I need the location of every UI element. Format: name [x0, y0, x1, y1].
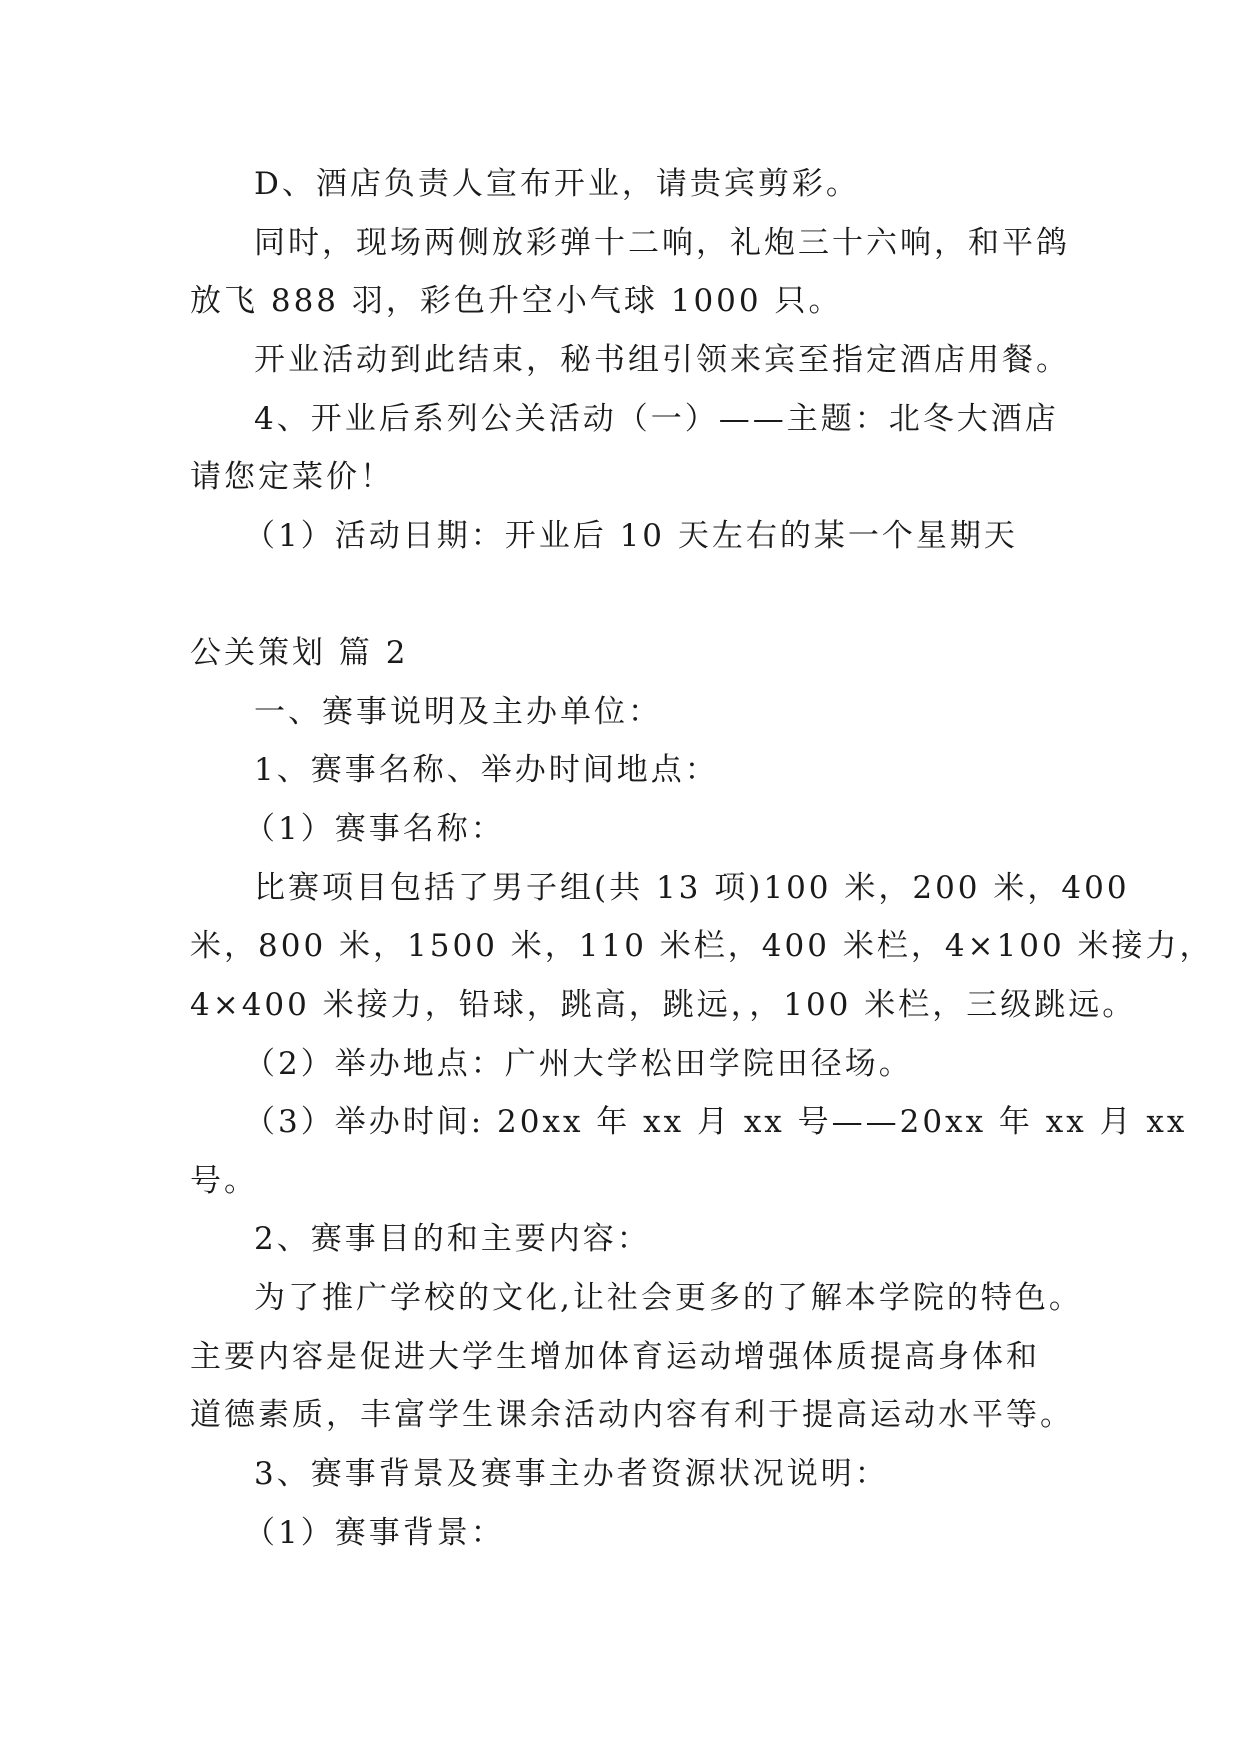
text-line: 主要内容是促进大学生增加体育运动增强体质提高身体和	[190, 1339, 1040, 1375]
text-line: 放飞 888 羽，彩色升空小气球 1000 只。	[190, 283, 843, 319]
text-line: 为了推广学校的文化,让社会更多的了解本学院的特色。	[254, 1280, 1083, 1316]
text-line: （3）举办时间: 20xx 年 xx 月 xx 号——20xx 年 xx 月 xx	[244, 1104, 1188, 1140]
text-line: （1）赛事名称：	[244, 811, 505, 847]
text-line: （1）活动日期：开业后 10 天左右的某一个星期天	[244, 518, 1018, 554]
text-line: 同时，现场两侧放彩弹十二响，礼炮三十六响，和平鸽	[254, 225, 1070, 261]
text-line: 2、赛事目的和主要内容：	[254, 1221, 651, 1257]
text-line: 3、赛事背景及赛事主办者资源状况说明：	[254, 1456, 889, 1492]
text-line: 请您定菜价！	[190, 459, 394, 495]
text-line: （2）举办地点：广州大学松田学院田径场。	[244, 1046, 913, 1082]
text-line: 米，800 米，1500 米，110 米栏，400 米栏，4×100 米接力，	[190, 928, 1214, 964]
text-line: 1、赛事名称、举办时间地点：	[254, 752, 719, 788]
text-line: 道德素质，丰富学生课余活动内容有利于提高运动水平等。	[190, 1397, 1074, 1433]
text-line: 一、赛事说明及主办单位：	[254, 694, 662, 730]
text-line: （1）赛事背景：	[244, 1515, 505, 1551]
text-line: 号。	[190, 1163, 258, 1199]
text-line: 4、开业后系列公关活动（一）——主题：北冬大酒店	[254, 401, 1059, 437]
text-line: 开业活动到此结束，秘书组引领来宾至指定酒店用餐。	[254, 342, 1070, 378]
text-line: 比赛项目包括了男子组(共 13 项)100 米，200 米，400	[254, 870, 1130, 906]
section-heading: 公关策划 篇 2	[190, 635, 409, 671]
text-line: D、酒店负责人宣布开业，请贵宾剪彩。	[254, 166, 860, 202]
text-line: 4×400 米接力，铅球，跳高，跳远，，100 米栏，三级跳远。	[190, 987, 1137, 1023]
